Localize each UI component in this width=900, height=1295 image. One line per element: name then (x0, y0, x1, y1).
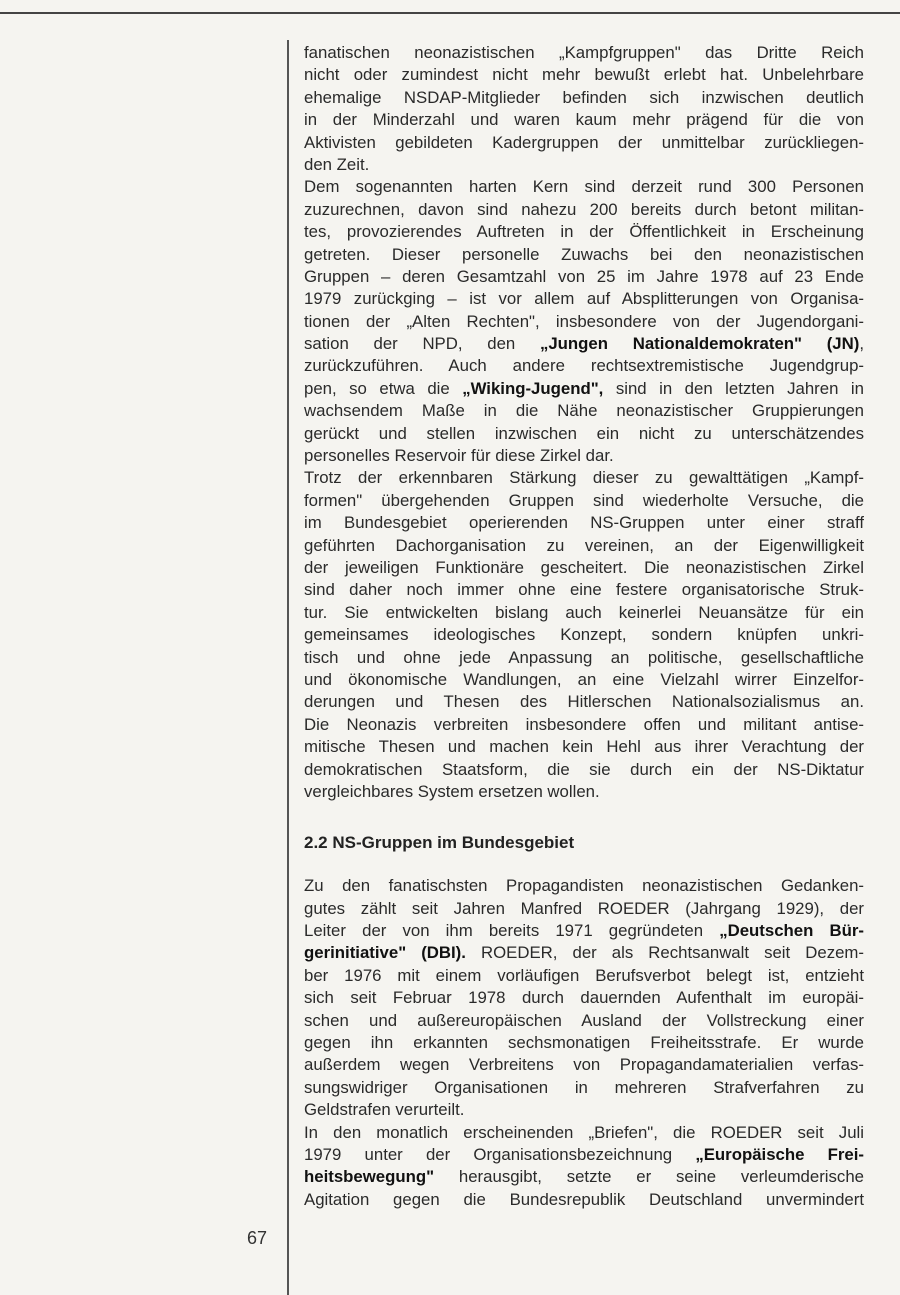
text-line: ehemalige NSDAP-Mitglieder befinden sich inzwischen deutlich (304, 87, 864, 107)
section-gap (304, 803, 864, 831)
text-line: geführten Dachorganisation zu vereinen, an der Eigenwilligkeit (304, 535, 864, 555)
text-line: gutes zählt seit Jahren Manfred ROEDER (Jahrgang 1929), der (304, 898, 864, 918)
page-number: 67 (247, 1228, 268, 1248)
text-line (304, 333, 864, 355)
text-line: tes, provozierendes Auftreten in der Öffentlichkeit in Erscheinung (304, 222, 864, 242)
text-line: sich seit Februar 1978 durch dauernden Aufenthalt im europäi- (304, 988, 864, 1008)
text-line-tail: , (859, 334, 864, 354)
text-line-start: sation der NPD, den (304, 334, 540, 354)
margin-rule (287, 40, 289, 1295)
text-line: fanatischen neonazistischen „Kampfgruppen" das Dritte Reich (304, 43, 864, 62)
text-line: gemeinsames ideologisches Konzept, sondern knüpfen unkri- (304, 625, 864, 645)
text-line (304, 942, 864, 964)
text-line-start: Leiter der von ihm bereits 1971 gegründeten (304, 921, 720, 941)
text-line-tail: ROEDER, der als Rechtsanwalt seit Dezem- (465, 943, 864, 963)
text-line (304, 1144, 864, 1166)
top-rule (0, 12, 900, 14)
text-line: personelles Reservoir für diese Zirkel dar. (304, 446, 614, 466)
text-line: gegen ihn erkannten sechsmonatigen Freiheitsstrafe. Er wurde (304, 1033, 864, 1053)
text-line: sungswidriger Organisationen in mehreren Strafverfahren zu (304, 1077, 864, 1097)
text-line: Agitation gegen die Bundesrepublik Deutschland unvermindert (304, 1189, 864, 1209)
text-line: außerdem wegen Verbreitens von Propagandamaterialien verfas- (304, 1055, 864, 1075)
bold-term-efb-cont: heitsbewegung" (304, 1167, 435, 1187)
text-line: 1979 zurückging – ist vor allem auf Absplitterungen von Organisa- (304, 289, 864, 309)
text-line: wachsendem Maße in die Nähe neonazistischer Gruppierungen (304, 401, 864, 421)
text-line: formen" übergehenden Gruppen sind wiederholte Versuche, die (304, 490, 864, 510)
text-line: Die Neonazis verbreiten insbesondere offen und militant antise- (304, 714, 864, 734)
text-line: vergleichbares System ersetzen wollen. (304, 781, 600, 801)
text-line-start: 1979 unter der Organisationsbezeichnung (304, 1144, 696, 1164)
text-line: und ökonomische Wandlungen, an eine Vielzahl wirrer Einzelfor- (304, 669, 864, 689)
text-line: in der Minderzahl und waren kaum mehr prägend für die von (304, 110, 864, 130)
text-line: tionen der „Alten Rechten", insbesondere von der Jugendorgani- (304, 311, 864, 331)
text-line-tail: herausgibt, setzte er seine verleumderische (434, 1167, 864, 1187)
text-line: tur. Sie entwickelten bislang auch keinerlei Neuansätze für ein (304, 602, 864, 622)
bold-term-jn: „Jungen Nationaldemokraten" (JN) (539, 334, 860, 354)
text-line: der jeweiligen Funktionäre gescheitert. Die neonazistischen Zirkel (304, 557, 864, 577)
text-line: nicht oder zumindest nicht mehr bewußt erlebt hat. Unbelehrbare (304, 65, 864, 85)
text-line: In den monatlich erscheinenden „Briefen", die ROEDER seit Juli (304, 1122, 864, 1142)
section-heading: 2.2 NS-Gruppen im Bundesgebiet (304, 833, 575, 853)
section-gap (304, 855, 864, 875)
text-line: Trotz der erkennbaren Stärkung dieser zu gewalttätigen „Kampf- (304, 468, 864, 488)
text-line: Dem sogenannten harten Kern sind derzeit rund 300 Personen (304, 177, 864, 197)
text-line: Gruppen – deren Gesamtzahl von 25 im Jahre 1978 auf 23 Ende (304, 266, 864, 286)
bold-term-dbi-cont: gerinitiative" (DBI). (304, 943, 466, 963)
text-line: demokratischen Staatsform, die sie durch ein der NS-Diktatur (304, 759, 864, 779)
text-line: schen und außereuropäischen Ausland der Vollstreckung einer (304, 1010, 864, 1030)
paragraph-block-2 (304, 875, 864, 1211)
bold-term-efb: „Europäische Frei- (695, 1144, 864, 1164)
text-line-start: pen, so etwa die (304, 378, 463, 398)
text-line: zurückzuführen. Auch andere rechtsextremistische Jugendgrup- (304, 356, 864, 376)
text-line: sind daher noch immer ohne eine festere organisatorische Struk- (304, 580, 864, 600)
bold-term-wiking-jugend: „Wiking-Jugend", (462, 378, 604, 398)
text-column (304, 42, 864, 1211)
text-line: tisch und ohne jede Anpassung an politische, gesellschaftliche (304, 647, 864, 667)
text-line: im Bundesgebiet operierenden NS-Gruppen unter einer straff (304, 513, 864, 533)
bold-term-dbi: „Deutschen Bür- (719, 921, 864, 941)
text-line (304, 378, 864, 400)
text-line: den Zeit. (304, 154, 370, 174)
text-line (304, 920, 864, 942)
text-line: gerückt und stellen inzwischen ein nicht zu unterschätzendes (304, 423, 864, 443)
text-line: zuzurechnen, davon sind nahezu 200 bereits durch betont militan- (304, 199, 864, 219)
paragraph-block-1 (304, 42, 864, 803)
text-line: Geldstrafen verurteilt. (304, 1100, 465, 1120)
text-line: Zu den fanatischsten Propagandisten neonazistischen Gedanken- (304, 876, 864, 896)
text-line-tail: sind in den letzten Jahren in (603, 378, 864, 398)
text-line: mitische Thesen und machen kein Hehl aus ihrer Verachtung der (304, 737, 864, 757)
text-line: ber 1976 mit einem vorläufigen Berufsverbot belegt ist, entzieht (304, 965, 864, 985)
text-line: derungen und Thesen des Hitlerschen Nationalsozialismus an. (304, 692, 864, 712)
text-line: Aktivisten gebildeten Kadergruppen der unmittelbar zurückliegen- (304, 132, 864, 152)
text-line (304, 1166, 864, 1188)
text-line: getreten. Dieser personelle Zuwachs bei den neonazistischen (304, 244, 864, 264)
